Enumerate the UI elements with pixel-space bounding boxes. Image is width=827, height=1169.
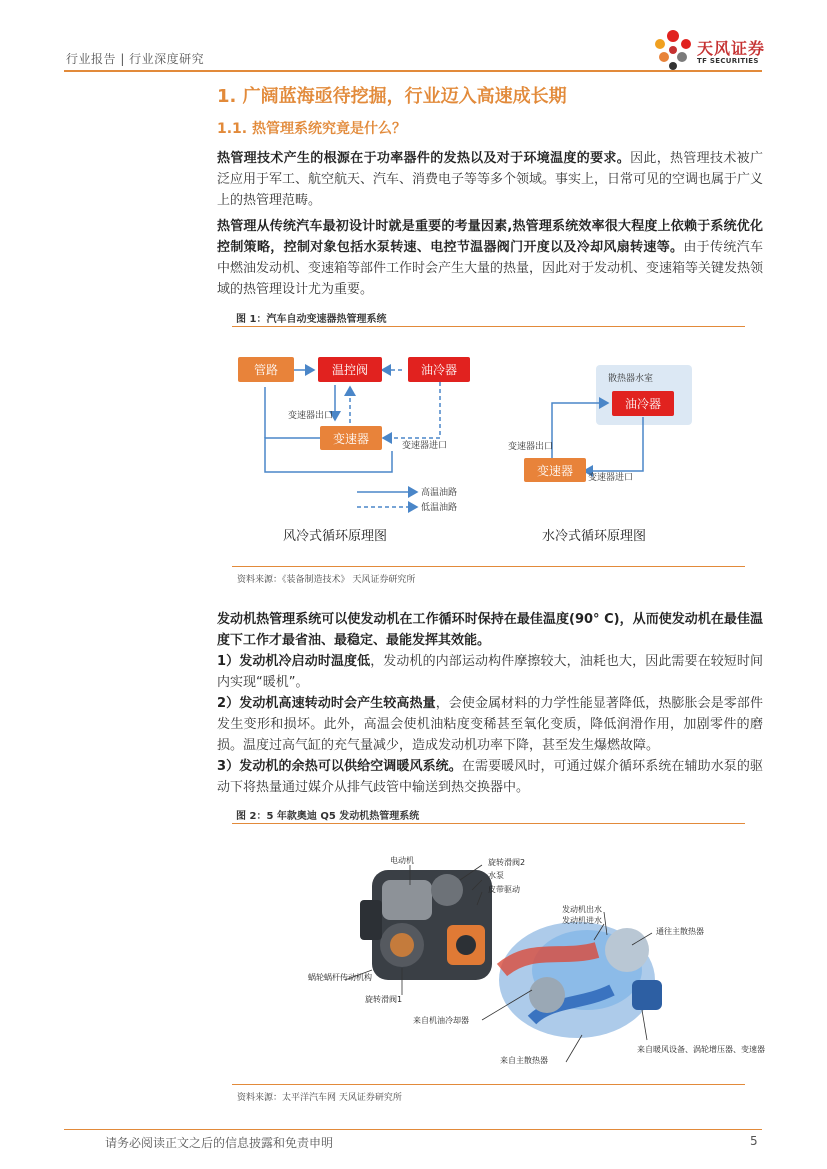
logo-text-en: TF SECURITIES bbox=[697, 57, 759, 65]
paragraph-3 bbox=[217, 609, 763, 798]
engine-cutaway-illustration bbox=[499, 922, 662, 1038]
label-engine-inlet: 发动机进水 bbox=[562, 916, 602, 925]
left-caption: 风冷式循环原理图 bbox=[282, 529, 388, 544]
label-water-pump: 水泵 bbox=[488, 871, 504, 880]
left-pipe-box bbox=[238, 357, 294, 382]
left-gearbox-label: 变速器 bbox=[332, 432, 370, 446]
right-gearbox-label: 变速器 bbox=[536, 464, 574, 478]
list-item-1: 1）发动机冷启动时温度低，发动机的内部运动构件摩擦较大，油耗也大，因此需要在较短时间内实现“暖机”。 bbox=[217, 654, 763, 690]
label-from-heater: 来自暖风设备、涡轮增压器、变速器 bbox=[637, 1045, 765, 1054]
label-from-oil-cooler: 来自机油冷却器 bbox=[413, 1016, 469, 1025]
page-number: 5 bbox=[750, 1134, 758, 1148]
footer-divider bbox=[64, 1129, 762, 1130]
paragraph-2-text: 由于传统汽车中燃油发动机、变速箱等部件工作时会产生大量的热量，因此对于发动机、变速箱等关键发热领域的热管理设计尤为重要。 bbox=[217, 240, 764, 297]
label-worm-gear: 蜗轮蜗杆传动机构 bbox=[308, 973, 372, 982]
paragraph-1-bold: 热管理技术产生的根源在于功率器件的发热以及对于环境温度的要求。 bbox=[217, 151, 631, 166]
list-item-2: 2）发动机高速转动时会产生较高热量，会使金属材料的力学性能显著降低，热膨胀会是零部件发生变形和损坏。此外，高温会使机油粘度变稀甚至氧化变质，降低润滑作用，加剧零件的磨损。温度过高气缸的充气量减少，造成发动机功率下降，甚至发生爆燃故障。 bbox=[217, 696, 763, 753]
legend-hot-label: 高温油路 bbox=[421, 488, 458, 498]
breadcrumb: 行业报告 | 行业深度研究 bbox=[66, 52, 205, 66]
left-valve-label: 温控阀 bbox=[331, 363, 369, 377]
left-gearbox-box bbox=[320, 426, 382, 450]
figure-2-source: 资料来源：太平洋汽车网 天风证券研究所 bbox=[237, 1093, 402, 1103]
right-caption: 水冷式循环原理图 bbox=[541, 529, 647, 544]
list-item-3: 3）发动机的余热可以供给空调暖风系统。在需要暖风时，可通过媒介循环系统在辅助水泵的驱动下将热量通过媒介从排气歧管中输送到热交换器中。 bbox=[217, 759, 763, 795]
section-heading: 1. 广阔蓝海亟待挖掘，行业迈入高速成长期 bbox=[217, 86, 567, 107]
right-inlet-label: 变速器进口 bbox=[588, 473, 634, 483]
right-outlet-label: 变速器出口 bbox=[508, 442, 554, 452]
label-rotary-valve-2: 旋转滑阀2 bbox=[488, 858, 526, 867]
thermal-module-illustration bbox=[360, 870, 492, 980]
figure-1-title: 图 1：汽车自动变速器热管理系统 bbox=[236, 314, 387, 325]
left-pipe-label: 管路 bbox=[253, 363, 279, 377]
footer-disclaimer: 请务必阅读正文之后的信息披露和免责申明 bbox=[105, 1136, 334, 1150]
figure-1-bottom-rule bbox=[232, 566, 745, 567]
left-cooler-box bbox=[408, 357, 470, 382]
paragraph-1-text: 因此，热管理技术被广泛应用于军工、航空航天、汽车、消费电子等等多个领域。事实上，日常可见的空调也属于广义上的热管理范畴。 bbox=[217, 151, 764, 208]
figure-2-top-rule bbox=[232, 823, 745, 824]
paragraph-2-bold: 热管理从传统汽车最初设计时就是重要的考量因素,热管理系统效率很大程度上依赖于系统优化控制策略，控制对象包括水泵转速、电控节温器阀门开度以及冷却风扇转速等。 bbox=[217, 219, 763, 255]
left-valve-box bbox=[318, 357, 382, 382]
figure-2-bottom-rule bbox=[232, 1084, 745, 1085]
right-radiator-label: 散热器水室 bbox=[608, 374, 654, 384]
label-rotary-valve-1: 旋转滑阀1 bbox=[365, 995, 403, 1004]
paragraph-1 bbox=[217, 148, 763, 211]
paragraph-2 bbox=[217, 216, 763, 300]
left-inlet-label: 变速器进口 bbox=[402, 441, 448, 451]
subsection-heading: 1.1. 热管理系统究竟是什么？ bbox=[217, 121, 406, 137]
right-cooler-label: 油冷器 bbox=[624, 397, 662, 411]
figure-1-top-rule bbox=[232, 326, 745, 327]
right-radiator-box bbox=[596, 365, 692, 425]
left-cooler-label: 油冷器 bbox=[420, 363, 458, 377]
figure-2-illustration bbox=[232, 830, 765, 1080]
label-to-radiator: 通往主散热器 bbox=[656, 927, 704, 936]
figure-2-title: 图 2：5 年款奥迪 Q5 发动机热管理系统 bbox=[236, 811, 420, 822]
figure-1-source: 资料来源：《装备制造技术》 天风证券研究所 bbox=[237, 575, 416, 585]
paragraph-3-bold: 发动机热管理系统可以使发动机在工作循环时保持在最佳温度(90° C)，从而使发动机在最佳温度下工作才最省油、最稳定、最能发挥其效能。 bbox=[217, 612, 763, 648]
label-motor: 电动机 bbox=[390, 856, 414, 865]
label-belt-drive: 皮带驱动 bbox=[488, 885, 520, 894]
logo-text-cn: 天风证券 bbox=[697, 39, 766, 58]
left-outlet-label: 变速器出口 bbox=[288, 411, 334, 421]
label-from-radiator: 来自主散热器 bbox=[500, 1056, 548, 1065]
right-gearbox-box bbox=[524, 458, 586, 482]
figure-1-diagram bbox=[232, 335, 745, 565]
legend-cold-label: 低温油路 bbox=[421, 503, 458, 513]
label-engine-outlet: 发动机出水 bbox=[562, 905, 602, 914]
tf-logo-icon bbox=[650, 26, 696, 72]
